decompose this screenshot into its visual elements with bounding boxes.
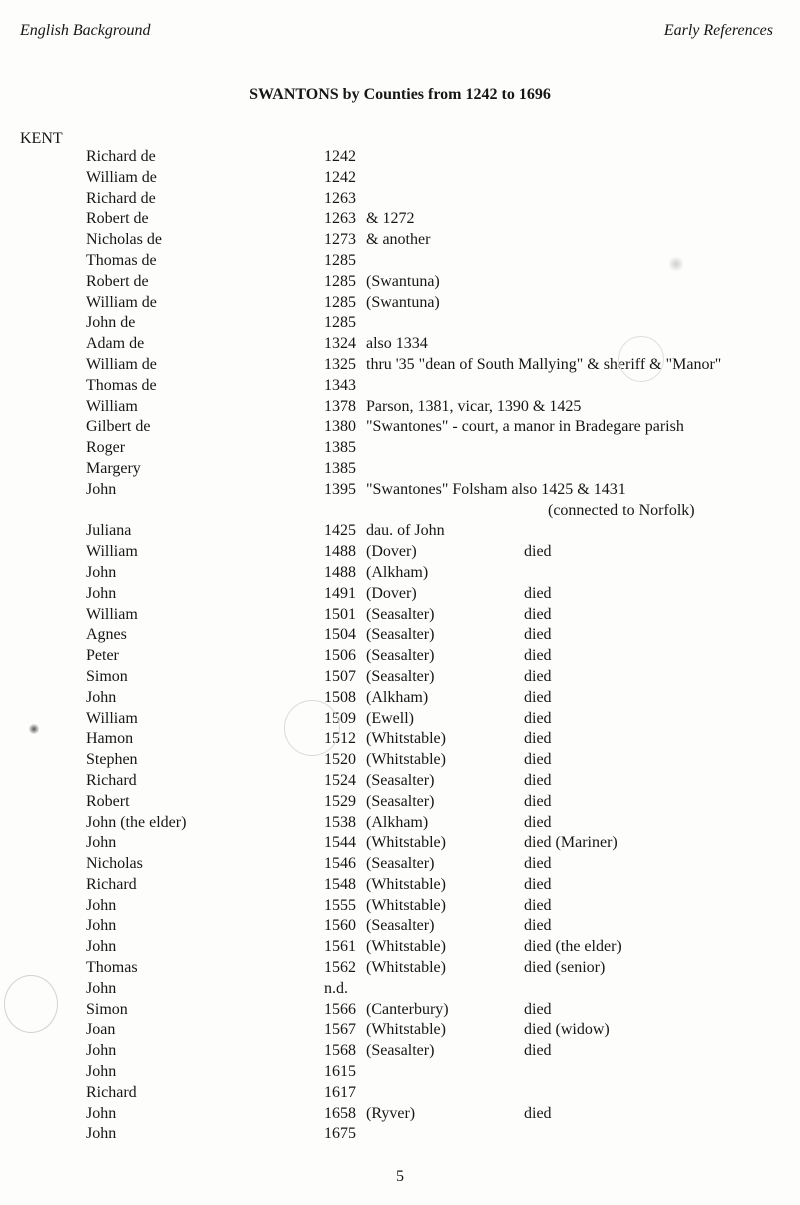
entry-year: 1561 [324,938,356,956]
entry-row [0,833,800,854]
entry-name: Adam de [86,335,145,353]
entry-name: John [86,1063,117,1081]
entry-year: 1378 [324,397,356,415]
entry-status: died [524,875,552,893]
entry-year: 1285 [324,272,356,290]
entry-row [0,1083,800,1104]
entry-year: 1617 [324,1083,356,1101]
entry-status: died [524,688,552,706]
entry-note: & 1272 [366,210,415,228]
entry-row [0,417,800,438]
entry-year: 1520 [324,751,356,769]
entry-status: died [524,855,552,873]
entry-note: (Whitstable) [366,1021,446,1039]
entry-row [0,958,800,979]
entry-row [0,605,800,626]
entry-row [0,1020,800,1041]
entry-status: died [524,771,552,789]
entry-note: & another [366,231,431,249]
entry-name: William de [86,355,157,373]
entry-note: (Whitstable) [366,834,446,852]
entry-year: 1555 [324,896,356,914]
running-header-left: English Background [20,22,151,39]
entry-note: (Whitstable) [366,938,446,956]
entry-row [0,459,800,480]
entry-year: 1242 [324,168,356,186]
entry-year: 1675 [324,1125,356,1143]
entry-status: died [524,1042,552,1060]
entry-year: 1546 [324,855,356,873]
entry-note: (Seasalter) [366,1042,435,1060]
entry-year: 1395 [324,480,356,498]
entry-row [0,355,800,376]
page-title: SWANTONS by Counties from 1242 to 1696 [249,86,551,103]
entry-note: (Seasalter) [366,792,435,810]
entry-row [0,1041,800,1062]
entry-name: Richard de [86,189,156,207]
entry-name: Thomas [86,959,138,977]
entry-note: (Seasalter) [366,855,435,873]
entry-row [0,854,800,875]
entry-note: (Whitstable) [366,875,446,893]
entry-name: John [86,584,117,602]
entry-name: William de [86,293,157,311]
entry-name: John [86,1042,117,1060]
entry-name: John (the elder) [86,813,187,831]
entry-row [0,438,800,459]
entry-status: died [524,813,552,831]
entry-row [0,272,800,293]
entry-year: 1512 [324,730,356,748]
entry-status: died [524,792,552,810]
entry-name: Roger [86,439,126,457]
entry-year: 1658 [324,1104,356,1122]
entry-name: Gilbert de [86,418,151,436]
entry-year: 1380 [324,418,356,436]
entry-name: John [86,896,117,914]
entry-year: 1242 [324,148,356,165]
entry-note: (Canterbury) [366,1000,449,1018]
entry-year: 1524 [324,771,356,789]
entry-row [0,168,800,189]
entry-status: died [524,626,552,644]
entry-note: (Dover) [366,543,417,561]
entry-name: Agnes [86,626,127,644]
entry-year: 1544 [324,834,356,852]
entry-status: died [524,709,552,727]
entry-note: (Seasalter) [366,917,435,935]
entry-status: died [524,543,552,561]
entry-row [0,147,800,168]
entry-name: John [86,834,117,852]
entry-year: 1501 [324,605,356,623]
entry-note: (Seasalter) [366,771,435,789]
entry-note: (Alkham) [366,688,429,706]
entry-name: Richard [86,771,137,789]
entry-status: died (the elder) [524,938,622,956]
entry-name: Nicholas de [86,231,162,249]
entry-row [0,521,800,542]
entry-continuation-row [0,501,800,522]
entry-row [0,688,800,709]
entry-row [0,729,800,750]
entry-status: died [524,584,552,602]
entry-name: John [86,480,117,498]
entry-status: died (senior) [524,959,606,977]
entry-name: William [86,397,138,415]
entry-row [0,937,800,958]
entry-note: "Swantones" Folsham also 1425 & 1431 [366,480,626,498]
entry-continuation: (connected to Norfolk) [548,501,695,519]
entry-note: (Ewell) [366,709,414,727]
entry-year: 1548 [324,875,356,893]
entries-list [0,147,800,1145]
entry-year: 1491 [324,584,356,602]
entry-row [0,896,800,917]
entry-row [0,916,800,937]
entry-name: John [86,1125,117,1143]
entry-year: 1560 [324,917,356,935]
entry-note: (Ryver) [366,1104,416,1122]
entry-name: John [86,688,117,706]
entry-note: (Whitstable) [366,896,446,914]
entry-status: died (widow) [524,1021,610,1039]
entry-year: 1273 [324,231,356,249]
entry-row [0,646,800,667]
entry-row [0,480,800,501]
entry-name: John [86,563,117,581]
entry-name: Hamon [86,730,134,748]
entry-status: died [524,667,552,685]
entry-name: John [86,917,117,935]
county-heading: KENT [20,130,63,147]
entry-year: 1285 [324,293,356,311]
entry-name: Nicholas [86,855,143,873]
entry-row [0,813,800,834]
entry-year: 1504 [324,626,356,644]
entry-year: 1509 [324,709,356,727]
entry-year: 1507 [324,667,356,685]
entry-note: (Seasalter) [366,667,435,685]
entry-year: 1488 [324,543,356,561]
entry-year: 1568 [324,1042,356,1060]
entry-row [0,376,800,397]
entry-name: Robert de [86,210,149,228]
entry-row [0,875,800,896]
entry-year: 1562 [324,959,356,977]
entry-row [0,979,800,1000]
entry-note: (Swantuna) [366,272,440,290]
entry-status: died [524,605,552,623]
entry-name: Simon [86,667,128,685]
entry-status: died (Mariner) [524,834,618,852]
entry-year: 1285 [324,314,356,332]
entry-status: died [524,896,552,914]
entry-row [0,334,800,355]
entry-name: Richard [86,875,137,893]
entry-year: 1325 [324,355,356,373]
entry-name: William [86,605,138,623]
entry-year: 1615 [324,1063,356,1081]
entry-status: died [524,1000,552,1018]
entry-status: died [524,917,552,935]
entry-name: Richard [86,1083,137,1101]
entry-name: Margery [86,459,141,477]
entry-name: William de [86,168,157,186]
entry-note: (Whitstable) [366,730,446,748]
running-header-right: Early References [663,22,773,39]
entry-row [0,750,800,771]
entry-year: 1324 [324,335,356,353]
entry-year: 1538 [324,813,356,831]
entry-note: Parson, 1381, vicar, 1390 & 1425 [366,397,582,415]
entry-row [0,230,800,251]
entry-name: Robert de [86,272,149,290]
entry-note: thru '35 "dean of South Mallying" & sheriff & "Manor" [366,355,722,373]
entry-name: Juliana [86,522,132,540]
entry-row [0,542,800,563]
entry-row [0,625,800,646]
entry-row [0,397,800,418]
entry-row [0,313,800,334]
entry-note: (Dover) [366,584,417,602]
entry-name: Joan [86,1021,116,1039]
entry-status: died [524,730,552,748]
entry-name: Robert [86,792,130,810]
entry-year: 1343 [324,376,356,394]
entry-row [0,771,800,792]
entry-name: Richard de [86,148,156,165]
entry-note: (Alkham) [366,563,429,581]
entry-row [0,251,800,272]
entry-name: John [86,938,117,956]
entry-name: William [86,543,138,561]
entry-year: 1529 [324,792,356,810]
entry-note: (Whitstable) [366,751,446,769]
entry-year: 1425 [324,522,356,540]
entry-note: also 1334 [366,335,428,353]
entry-name: John [86,1104,117,1122]
entry-row [0,584,800,605]
entry-row [0,563,800,584]
entry-status: died [524,751,552,769]
entry-name: William [86,709,138,727]
entry-name: John [86,979,117,997]
entry-note: (Alkham) [366,813,429,831]
entry-row [0,709,800,730]
entry-year: 1566 [324,1000,356,1018]
entry-row [0,1124,800,1145]
entry-note: (Whitstable) [366,959,446,977]
entry-name: Stephen [86,751,138,769]
entry-name: John de [86,314,136,332]
entry-year: 1285 [324,251,356,269]
entry-row [0,667,800,688]
entry-year: 1488 [324,563,356,581]
entry-name: Peter [86,647,119,665]
entry-year: 1263 [324,210,356,228]
entry-year: 1385 [324,439,356,457]
entry-row [0,792,800,813]
entry-name: Thomas de [86,376,157,394]
entry-status: died [524,647,552,665]
entry-year: n.d. [324,979,348,997]
entry-name: Thomas de [86,251,157,269]
entry-status: died [524,1104,552,1122]
entry-year: 1506 [324,647,356,665]
entry-note: dau. of John [366,522,445,540]
entry-note: (Swantuna) [366,293,440,311]
entry-year: 1508 [324,688,356,706]
entry-year: 1263 [324,189,356,207]
entry-year: 1567 [324,1021,356,1039]
entry-row [0,1104,800,1125]
entry-row [0,189,800,210]
entry-note: (Seasalter) [366,605,435,623]
entry-row [0,293,800,314]
entry-row [0,1062,800,1083]
page-number: 5 [396,1168,404,1185]
entry-note: "Swantones" - court, a manor in Bradegare parish [366,418,684,436]
entry-year: 1385 [324,459,356,477]
entry-row [0,1000,800,1021]
entry-name: Simon [86,1000,128,1018]
entry-note: (Seasalter) [366,626,435,644]
entry-note: (Seasalter) [366,647,435,665]
entry-row [0,209,800,230]
